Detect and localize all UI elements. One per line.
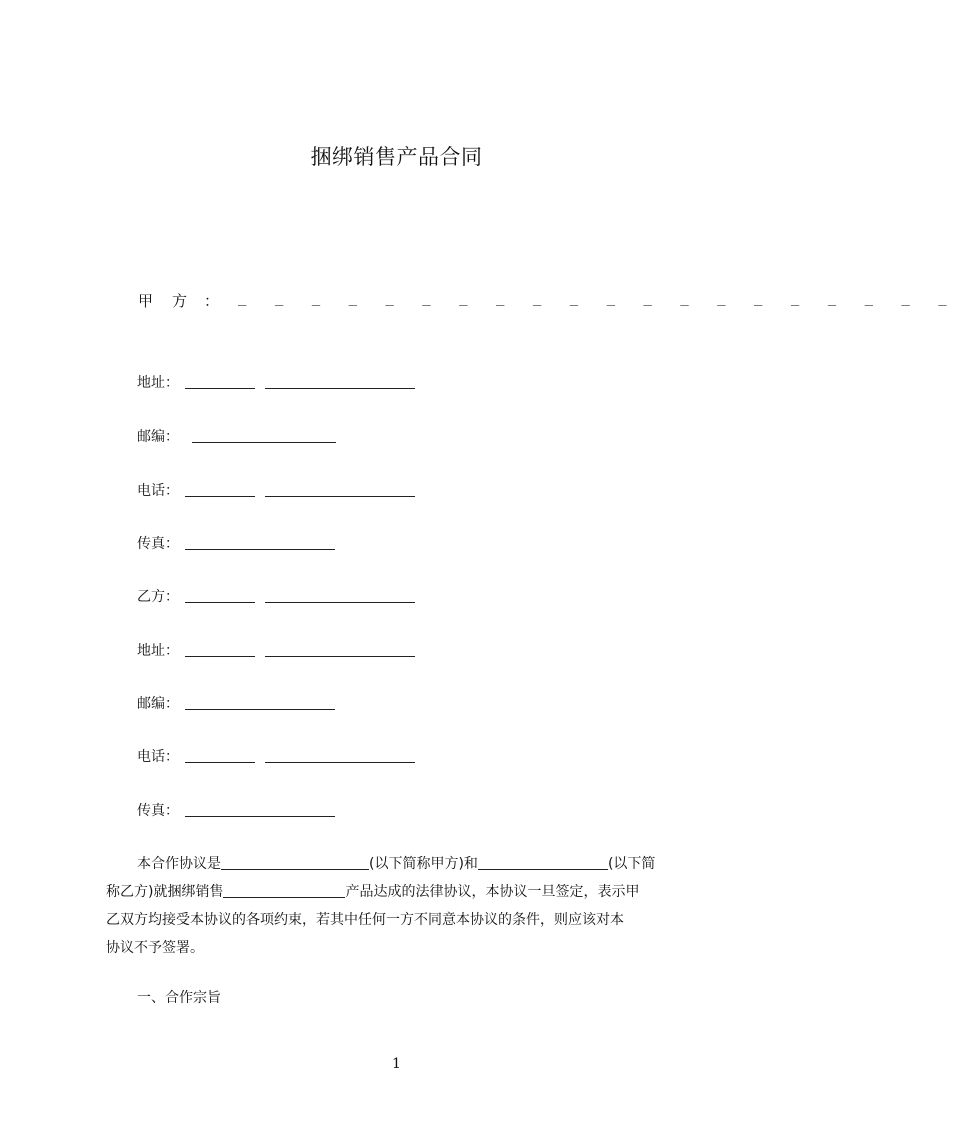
- field-label: 地址：: [137, 375, 179, 391]
- field-label: 电话：: [137, 749, 179, 765]
- party-b-name-blank[interactable]: [478, 854, 608, 870]
- paragraph-text: (以下简称甲方)和: [369, 856, 478, 872]
- paragraph-text: 产品达成的法律协议，本协议一旦签定，表示甲: [345, 884, 640, 900]
- party-a-phone-blank-1[interactable]: [185, 480, 255, 497]
- section-heading: 一、合作宗旨: [137, 990, 221, 1006]
- party-b-fax-blank[interactable]: [185, 800, 335, 817]
- party-a-colon: ：: [204, 292, 220, 310]
- page-number: 1: [392, 1056, 401, 1072]
- party-a-name-blank[interactable]: [221, 854, 369, 870]
- party-a-address-blank-2[interactable]: [265, 372, 415, 389]
- party-a-label-1: 甲: [138, 292, 154, 310]
- field-label: 邮编：: [137, 429, 179, 445]
- paragraph-text: 称乙方)就捆绑销售: [106, 884, 224, 900]
- party-a-phone-blank-2[interactable]: [265, 480, 415, 497]
- party-b-phone-blank-1[interactable]: [185, 746, 255, 763]
- field-label: 乙方：: [137, 589, 179, 605]
- field-label: 电话：: [137, 483, 179, 499]
- paragraph-line-1: [137, 850, 655, 878]
- party-a-row: [138, 290, 957, 314]
- party-b-phone-blank-2[interactable]: [265, 746, 415, 763]
- document-title: 捆绑销售产品合同: [310, 145, 483, 169]
- party-a-address-blank-1[interactable]: [185, 372, 255, 389]
- party-b-name-blank-2[interactable]: [265, 586, 415, 603]
- party-b-address-blank-1[interactable]: [185, 640, 255, 657]
- paragraph-line-2: [106, 878, 639, 906]
- product-name-blank[interactable]: [223, 882, 345, 898]
- field-label: 邮编：: [137, 696, 179, 712]
- paragraph-line-3: 乙双方均接受本协议的各项约束，若其中任何一方不同意本协议的条件，则应该对本: [106, 912, 624, 928]
- party-a-fax-blank[interactable]: [185, 533, 335, 550]
- party-a-label-2: 方: [172, 292, 188, 310]
- party-a-blank-line[interactable]: _ _ _ _ _ _ _ _ _ _ _ _ _ _ _ _ _ _ _ _: [238, 290, 957, 306]
- field-label: 地址：: [137, 643, 179, 659]
- party-a-postcode-blank[interactable]: [192, 426, 336, 443]
- paragraph-text: (以下简: [607, 856, 656, 872]
- party-b-name-blank-1[interactable]: [185, 586, 255, 603]
- paragraph-text: 本合作协议是: [137, 856, 221, 872]
- field-label: 传真：: [137, 536, 179, 552]
- field-label: 传真：: [137, 803, 179, 819]
- party-b-address-blank-2[interactable]: [265, 640, 415, 657]
- party-b-postcode-blank[interactable]: [185, 693, 335, 710]
- paragraph-line-4: 协议不予签署。: [106, 940, 204, 956]
